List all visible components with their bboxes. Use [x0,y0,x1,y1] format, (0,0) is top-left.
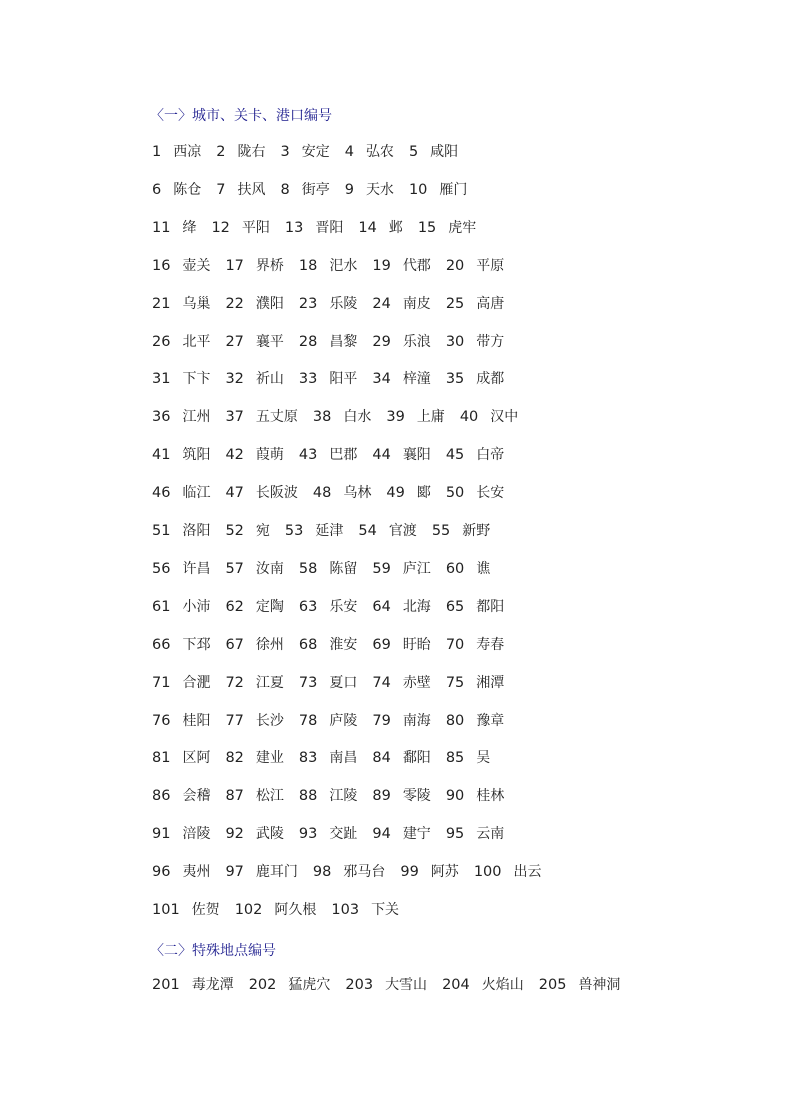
entry-row [152,747,505,769]
entry-name: 下邳 [182,636,211,653]
entry-name: 阿久根 [274,902,317,918]
entry-number: 89 [372,788,391,805]
entry-name: 代郡 [402,257,431,274]
entry-number: 72 [225,674,244,691]
entry-number: 59 [372,560,391,577]
entry-row [152,710,519,732]
entry-name: 夏口 [329,674,358,691]
entry-name: 上庸 [416,409,445,426]
entry-number: 12 [211,219,230,236]
entry-name: 咸阳 [430,144,459,160]
entry-number: 205 [538,977,567,993]
entry-number: 33 [298,371,318,388]
entry-number: 67 [225,636,244,653]
entry-name: 弘农 [365,144,394,160]
entry-number: 101 [152,902,180,918]
entry-row [152,861,557,883]
entry-number: 62 [225,598,244,615]
entry-name: 下卞 [182,371,211,388]
entry-number: 54 [358,523,377,539]
entry-name: 下关 [371,902,400,918]
entry-name: 云南 [476,826,505,843]
entry-number: 4 [344,144,354,160]
entry-number: 24 [372,295,391,312]
entry-number: 80 [445,712,465,729]
entry-name: 巴郡 [329,447,358,464]
entry-number: 22 [225,295,244,312]
entry-name: 陈留 [329,560,358,577]
entry-number: 75 [445,674,465,691]
entry-row [152,974,635,996]
entry-row [152,331,519,353]
entry-name: 小沛 [182,598,211,615]
entry-number: 6 [152,181,162,198]
entry-name: 北平 [182,333,211,350]
entry-name: 襄阳 [402,447,431,464]
entry-name: 长阪波 [255,485,298,502]
entry-number: 30 [445,333,465,350]
entry-row [152,217,491,239]
entry-name: 白水 [343,409,372,426]
entry-number: 79 [372,712,391,729]
entry-name: 濮阳 [255,295,284,312]
entry-name: 寿春 [476,636,505,653]
entry-name: 南昌 [329,750,358,767]
entry-number: 9 [344,181,354,198]
entry-number: 34 [372,371,391,388]
entry-number: 73 [298,674,318,691]
entry-name: 江陵 [329,788,358,805]
entry-number: 203 [345,977,374,993]
entry-row [152,444,519,466]
entry-name: 江州 [182,409,211,426]
entry-number: 102 [234,902,263,918]
entry-name: 阳平 [329,371,358,388]
entry-number: 100 [473,864,502,881]
entry-name: 成都 [476,371,505,388]
entry-name: 鄱阳 [402,750,431,767]
entry-number: 93 [298,826,318,843]
entry-name: 安定 [301,144,330,160]
entry-name: 汜水 [329,257,358,274]
entry-number: 39 [386,409,405,426]
entry-name: 建业 [255,750,284,767]
entry-name: 出云 [513,864,542,881]
entry-name: 吴 [476,750,491,767]
entry-name: 陈仓 [173,181,202,198]
entry-number: 5 [408,144,419,160]
entry-number: 23 [298,295,318,312]
entry-name: 松江 [255,788,284,805]
entry-row [152,672,519,694]
entry-number: 13 [284,219,304,236]
entry-name: 江夏 [255,674,284,691]
entry-name: 长安 [476,485,505,502]
entry-number: 2 [216,144,226,160]
entry-name: 武陵 [255,826,284,843]
entry-number: 81 [152,750,171,767]
entry-name: 官渡 [388,523,417,539]
entry-number: 88 [298,788,318,805]
entry-name: 乐安 [329,598,358,615]
entry-number: 53 [284,523,304,539]
entry-name: 盱眙 [402,636,431,653]
entry-name: 界桥 [255,257,284,274]
entry-name: 佐贺 [191,902,220,918]
entry-name: 南皮 [402,295,431,312]
entry-name: 梓潼 [402,371,431,388]
entry-row [152,293,519,315]
entry-number: 29 [372,333,391,350]
entry-name: 五丈原 [255,409,298,426]
entry-number: 3 [280,144,290,160]
entry-number: 36 [152,409,171,426]
entry-number: 8 [280,181,290,198]
entry-name: 新野 [462,523,491,539]
entry-number: 17 [225,257,244,274]
entry-number: 7 [216,181,226,198]
entry-number: 14 [358,219,377,236]
entry-number: 201 [152,977,180,993]
entry-name: 猛虎穴 [288,977,331,993]
entry-name: 襄平 [255,333,284,350]
entry-name: 乌巢 [182,295,211,312]
entry-number: 103 [331,902,360,918]
entry-number: 69 [372,636,391,653]
entry-number: 204 [442,977,470,993]
entry-number: 87 [225,788,244,805]
entry-number: 55 [431,523,451,539]
entry-number: 16 [152,257,171,274]
entry-number: 20 [445,257,465,274]
entry-number: 61 [152,598,171,615]
entry-number: 84 [372,750,391,767]
entry-number: 1 [152,144,162,160]
entry-number: 74 [372,674,391,691]
entry-row [152,823,519,845]
entry-number: 99 [400,864,419,881]
entry-number: 58 [298,560,318,577]
entry-number: 41 [152,447,171,464]
entry-number: 27 [225,333,244,350]
entry-name: 毒龙潭 [191,977,234,993]
entry-row [152,406,533,428]
entry-number: 32 [225,371,244,388]
entry-number: 60 [445,560,465,577]
entry-name: 建宁 [402,826,431,843]
entry-name: 雁门 [439,181,468,198]
entry-name: 火焰山 [481,977,524,993]
entry-number: 31 [152,371,171,388]
entry-name: 晋阳 [315,219,344,236]
entry-name: 高唐 [476,295,505,312]
entry-name: 大雪山 [385,977,428,993]
entry-name: 延津 [315,523,344,539]
entry-number: 92 [225,826,244,843]
entry-number: 71 [152,674,171,691]
entry-number: 35 [445,371,465,388]
entry-name: 扶风 [237,181,266,198]
entry-number: 64 [372,598,391,615]
entry-number: 40 [459,409,479,426]
entry-name: 临江 [182,485,211,502]
entry-number: 42 [225,447,244,464]
entry-number: 11 [152,219,171,236]
entry-name: 鹿耳门 [255,864,298,881]
entry-name: 平阳 [241,219,270,236]
entry-name: 桂阳 [182,712,211,729]
entry-number: 50 [445,485,465,502]
entry-number: 56 [152,560,171,577]
entry-number: 48 [312,485,332,502]
entry-number: 51 [152,523,171,539]
entry-name: 涪陵 [182,826,211,843]
entry-row [152,520,505,542]
entry-number: 98 [312,864,332,881]
entry-number: 44 [372,447,391,464]
entry-number: 18 [298,257,318,274]
section-heading-cities: 〈一〉城市、关卡、港口编号 [150,108,332,124]
entry-number: 202 [248,977,277,993]
entry-name: 豫章 [476,712,505,729]
entry-row [152,255,519,277]
entry-name: 筑阳 [182,447,211,464]
entry-name: 兽神洞 [578,977,621,993]
entry-number: 43 [298,447,318,464]
entry-name: 都阳 [476,598,505,615]
entry-name: 定陶 [255,598,284,615]
entry-name: 区阿 [182,750,211,767]
entry-name: 谯 [476,560,491,577]
entry-number: 90 [445,788,465,805]
entry-number: 94 [372,826,391,843]
entry-number: 45 [445,447,465,464]
entry-name: 乐陵 [329,295,358,312]
entry-name: 白帝 [476,447,505,464]
entry-number: 78 [298,712,318,729]
entry-row [152,634,519,656]
entry-number: 47 [225,485,244,502]
entry-number: 25 [445,295,465,312]
entry-row [152,141,473,163]
entry-number: 96 [152,864,171,881]
entry-name: 带方 [476,333,505,350]
entry-name: 洛阳 [182,523,211,539]
section-heading-special: 〈二〉特殊地点编号 [150,943,276,959]
entry-name: 平原 [476,257,505,274]
entry-name: 南海 [402,712,431,729]
entry-name: 乐浪 [402,333,431,350]
entry-number: 95 [445,826,465,843]
entry-number: 15 [417,219,437,236]
entry-number: 76 [152,712,171,729]
entry-name: 零陵 [402,788,431,805]
entry-row [152,482,519,504]
entry-number: 52 [225,523,244,539]
entry-name: 虎牢 [448,219,477,236]
entry-name: 昌黎 [329,333,358,350]
entry-number: 37 [225,409,244,426]
entry-row [152,899,414,921]
entry-number: 19 [372,257,391,274]
entry-name: 乌林 [343,485,372,502]
entry-number: 57 [225,560,244,577]
entry-number: 77 [225,712,244,729]
entry-name: 邪马台 [343,864,386,881]
entry-number: 10 [408,181,428,198]
entry-name: 邺 [388,219,403,236]
entry-row [152,179,482,201]
entry-name: 汉中 [490,409,519,426]
entry-name: 许昌 [182,560,211,577]
entry-name: 合淝 [182,674,211,691]
entry-number: 63 [298,598,318,615]
entry-number: 28 [298,333,318,350]
entry-name: 天水 [365,181,394,198]
entry-name: 淮安 [329,636,358,653]
entry-name: 陇右 [237,144,266,160]
entry-number: 97 [225,864,244,881]
entry-name: 壶关 [182,257,211,274]
entry-name: 庐陵 [329,712,358,729]
entry-row [152,558,505,580]
entry-name: 宛 [255,523,270,539]
entry-name: 绛 [182,219,197,236]
entry-name: 赤壁 [402,674,431,691]
entry-name: 葭萌 [255,447,284,464]
entry-number: 70 [445,636,465,653]
entry-name: 西凉 [173,144,202,160]
entry-name: 会稽 [182,788,211,805]
entry-number: 66 [152,636,171,653]
entry-name: 长沙 [255,712,284,729]
entry-number: 83 [298,750,318,767]
entry-number: 86 [152,788,171,805]
entry-row [152,596,519,618]
entry-row [152,785,519,807]
entry-name: 街亭 [301,181,330,198]
entry-number: 68 [298,636,318,653]
entry-number: 65 [445,598,465,615]
entry-name: 徐州 [255,636,284,653]
entry-name: 交趾 [329,826,358,843]
entry-number: 21 [152,295,171,312]
entry-name: 北海 [402,598,431,615]
entry-name: 夷州 [182,864,211,881]
entry-number: 82 [225,750,244,767]
entry-number: 49 [386,485,405,502]
entry-name: 湘潭 [476,674,505,691]
entry-number: 85 [445,750,465,767]
entry-name: 阿苏 [430,864,459,881]
entry-number: 46 [152,485,171,502]
entry-row [152,368,519,390]
entry-number: 91 [152,826,171,843]
entry-name: 庐江 [402,560,431,577]
entry-name: 祈山 [255,371,284,388]
entry-name: 桂林 [476,788,505,805]
entry-name: 郾 [416,485,431,502]
entry-number: 38 [312,409,332,426]
entry-number: 26 [152,333,171,350]
entry-name: 汝南 [255,560,284,577]
